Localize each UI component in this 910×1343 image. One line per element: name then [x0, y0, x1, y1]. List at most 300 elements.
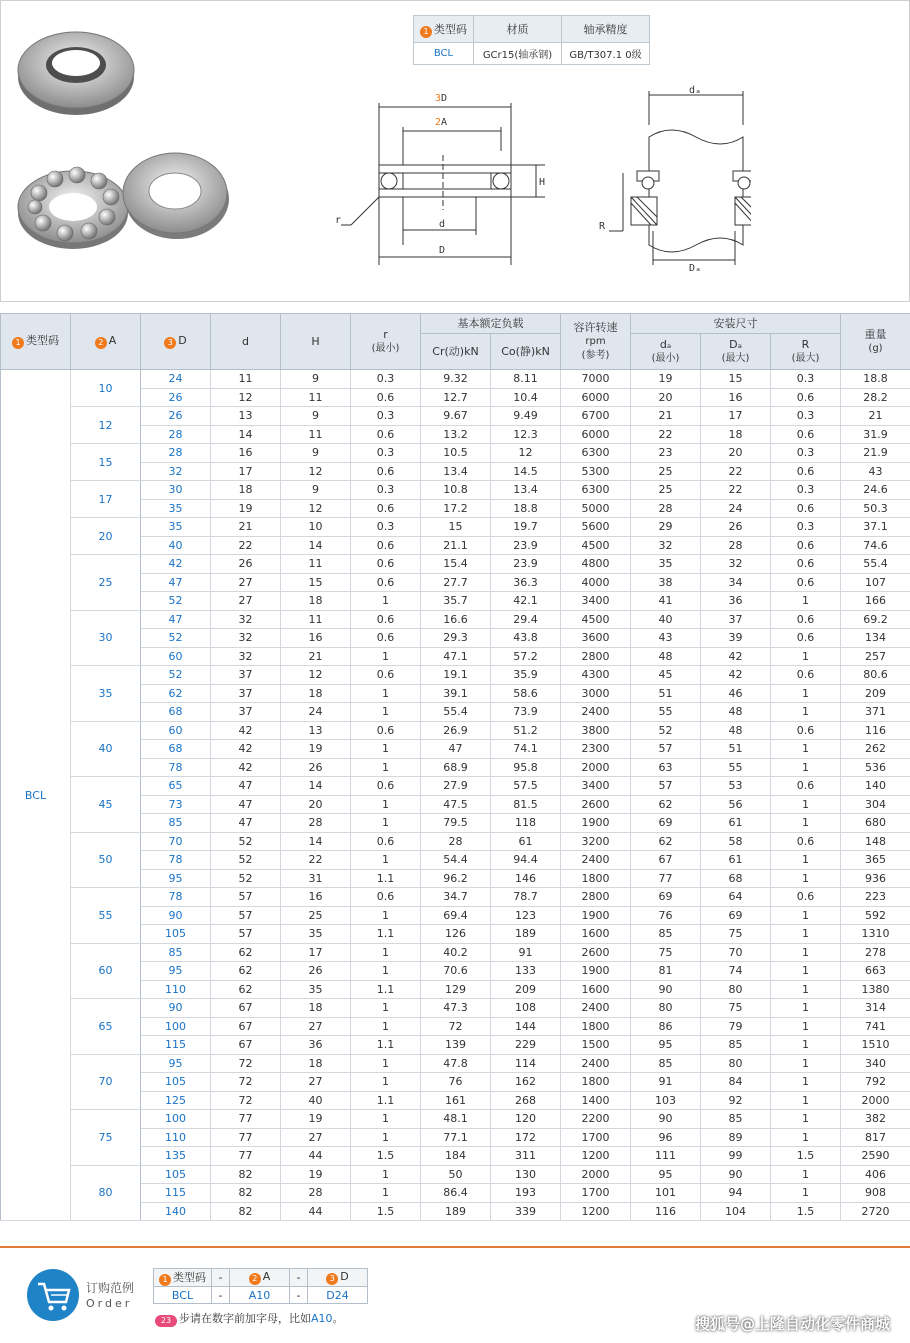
table-cell: 1	[351, 814, 421, 833]
table-cell: 52	[211, 851, 281, 870]
table-cell: 2600	[561, 795, 631, 814]
table-cell: 80	[631, 999, 701, 1018]
table-cell: 17	[701, 407, 771, 426]
number-badge: 2	[249, 1273, 261, 1285]
table-cell: 10.4	[491, 388, 561, 407]
A-cell: 17	[71, 481, 141, 518]
watermark: 搜狐号@上隆自动化零件商城	[694, 1315, 890, 1333]
table-cell: 6000	[561, 425, 631, 444]
table-cell: 108	[491, 999, 561, 1018]
table-cell: 10.8	[421, 481, 491, 500]
table-cell: 0.6	[351, 777, 421, 796]
table-cell: 82	[211, 1202, 281, 1221]
table-cell: 57	[211, 888, 281, 907]
table-cell: 1	[771, 943, 841, 962]
table-cell: 32	[141, 462, 211, 481]
table-cell: 34.7	[421, 888, 491, 907]
table-cell: 1	[771, 869, 841, 888]
table-cell: 1	[771, 592, 841, 611]
table-cell: 15	[281, 573, 351, 592]
table-cell: 51.2	[491, 721, 561, 740]
order-title: 订购范例	[86, 1281, 135, 1295]
table-cell: 2590	[841, 1147, 910, 1166]
table-cell: 85	[141, 943, 211, 962]
table-cell: 35	[141, 518, 211, 537]
table-cell: 29.4	[491, 610, 561, 629]
table-cell: 15.4	[421, 555, 491, 574]
table-cell: 32	[631, 536, 701, 555]
table-cell: 48	[631, 647, 701, 666]
table-cell: 1	[771, 740, 841, 759]
table-cell: 0.6	[771, 499, 841, 518]
table-cell: 50.3	[841, 499, 910, 518]
label-d: d	[439, 219, 446, 230]
number-badge: 1	[159, 1274, 171, 1286]
table-cell: 70	[141, 832, 211, 851]
table-cell: 365	[841, 851, 910, 870]
table-cell: 67	[211, 1036, 281, 1055]
table-cell: 95	[631, 1165, 701, 1184]
order-header-sep: -	[290, 1269, 308, 1287]
header-install-group: 安装尺寸	[631, 314, 841, 334]
table-cell: 908	[841, 1184, 910, 1203]
A-cell: 60	[71, 943, 141, 999]
table-cell: 81	[631, 962, 701, 981]
table-cell: 68.9	[421, 758, 491, 777]
table-cell: 105	[141, 925, 211, 944]
table-cell: 14	[281, 832, 351, 851]
table-cell: 0.6	[771, 666, 841, 685]
table-cell: 6300	[561, 444, 631, 463]
table-cell: 41	[631, 592, 701, 611]
header-type: 1 类型码	[1, 314, 71, 370]
order-note: 23 步请在数字前加字母，比如A10。	[155, 1310, 344, 1327]
table-cell: 22	[701, 481, 771, 500]
table-cell: 90	[701, 1165, 771, 1184]
table-cell: 1	[771, 814, 841, 833]
table-cell: 0.6	[351, 573, 421, 592]
table-cell: 13	[281, 721, 351, 740]
table-cell: 139	[421, 1036, 491, 1055]
table-cell: 62	[141, 684, 211, 703]
table-cell: 12	[281, 666, 351, 685]
table-cell: 68	[701, 869, 771, 888]
table-cell: 95	[141, 1054, 211, 1073]
table-cell: 31.9	[841, 425, 910, 444]
order-header-type: 1 类型码	[154, 1269, 212, 1287]
table-cell: 55	[631, 703, 701, 722]
table-cell: 144	[491, 1017, 561, 1036]
table-cell: 36	[281, 1036, 351, 1055]
label-da: dₐ	[689, 85, 702, 96]
table-cell: 48	[701, 703, 771, 722]
table-cell: 19	[281, 740, 351, 759]
table-cell: 792	[841, 1073, 910, 1092]
table-cell: 18.8	[491, 499, 561, 518]
table-cell: 140	[141, 1202, 211, 1221]
table-cell: 382	[841, 1110, 910, 1129]
table-cell: 28	[141, 425, 211, 444]
table-cell: 166	[841, 592, 910, 611]
table-cell: 1	[351, 592, 421, 611]
table-cell: 1	[771, 1036, 841, 1055]
table-cell: 32	[701, 555, 771, 574]
table-cell: 47.8	[421, 1054, 491, 1073]
table-cell: 105	[141, 1165, 211, 1184]
table-cell: 77.1	[421, 1128, 491, 1147]
table-cell: 1800	[561, 1017, 631, 1036]
table-cell: 11	[281, 555, 351, 574]
table-cell: 1	[771, 795, 841, 814]
table-cell: 47.5	[421, 795, 491, 814]
label-D-bottom: D	[439, 245, 446, 256]
number-badge: 23	[155, 1315, 177, 1327]
order-header-A: 2 A	[230, 1269, 290, 1287]
table-cell: 61	[701, 851, 771, 870]
table-cell: 189	[421, 1202, 491, 1221]
table-cell: 0.6	[351, 388, 421, 407]
table-cell: 17.2	[421, 499, 491, 518]
table-cell: 148	[841, 832, 910, 851]
table-cell: 14	[211, 425, 281, 444]
A-cell: 50	[71, 832, 141, 888]
table-cell: 278	[841, 943, 910, 962]
header-d: d	[211, 314, 281, 370]
table-cell: 1900	[561, 962, 631, 981]
table-cell: 189	[491, 925, 561, 944]
table-cell: 1900	[561, 814, 631, 833]
table-cell: 2400	[561, 851, 631, 870]
table-cell: 80	[701, 980, 771, 999]
table-cell: 1	[351, 906, 421, 925]
table-cell: 40.2	[421, 943, 491, 962]
table-cell: 19.1	[421, 666, 491, 685]
table-cell: 1600	[561, 925, 631, 944]
table-cell: 42	[211, 721, 281, 740]
table-cell: 1.5	[771, 1147, 841, 1166]
table-cell: 52	[631, 721, 701, 740]
table-cell: 130	[491, 1165, 561, 1184]
table-cell: 0.6	[351, 721, 421, 740]
table-cell: 1	[351, 1165, 421, 1184]
table-cell: 1	[351, 962, 421, 981]
table-cell: 5300	[561, 462, 631, 481]
table-cell: 107	[841, 573, 910, 592]
table-cell: 52	[211, 832, 281, 851]
bearing-spec-table	[0, 313, 910, 1221]
table-cell: 27	[281, 1073, 351, 1092]
table-cell: 2800	[561, 647, 631, 666]
table-body	[1, 370, 910, 1221]
table-cell: 25	[631, 462, 701, 481]
table-cell: 17	[281, 943, 351, 962]
table-cell: 73.9	[491, 703, 561, 722]
table-cell: 18.8	[841, 370, 910, 389]
table-cell: 21	[281, 647, 351, 666]
table-cell: 592	[841, 906, 910, 925]
table-cell: 70	[701, 943, 771, 962]
table-cell: 1	[771, 1091, 841, 1110]
table-cell: 69	[631, 814, 701, 833]
table-cell: 936	[841, 869, 910, 888]
table-cell: 12	[281, 462, 351, 481]
table-cell: 1200	[561, 1147, 631, 1166]
table-cell: 817	[841, 1128, 910, 1147]
table-cell: 1.1	[351, 869, 421, 888]
table-cell: 1	[351, 740, 421, 759]
table-cell: 26	[281, 758, 351, 777]
table-cell: 26	[281, 962, 351, 981]
spec-type-value: BCL	[414, 43, 474, 65]
table-cell: 16.6	[421, 610, 491, 629]
table-cell: 21.1	[421, 536, 491, 555]
label-Da: Dₐ	[689, 263, 702, 274]
table-cell: 95	[141, 869, 211, 888]
table-row	[1, 1110, 910, 1129]
table-cell: 18	[211, 481, 281, 500]
header-da: dₐ (最小)	[631, 334, 701, 370]
table-cell: 24	[141, 370, 211, 389]
table-cell: 100	[141, 1110, 211, 1129]
number-badge: 1	[420, 26, 432, 38]
table-cell: 47.1	[421, 647, 491, 666]
table-cell: 95	[631, 1036, 701, 1055]
label-R: R	[599, 221, 606, 232]
table-cell: 1800	[561, 1073, 631, 1092]
table-cell: 10	[281, 518, 351, 537]
table-cell: 40	[281, 1091, 351, 1110]
table-cell: 16	[701, 388, 771, 407]
table-cell: 115	[141, 1184, 211, 1203]
order-header-sep: -	[212, 1269, 230, 1287]
table-cell: 47.3	[421, 999, 491, 1018]
table-cell: 67	[631, 851, 701, 870]
order-value-sep: -	[290, 1287, 308, 1304]
table-cell: 76	[631, 906, 701, 925]
table-cell: 1	[771, 1110, 841, 1129]
table-cell: 90	[631, 1110, 701, 1129]
header-Da: Dₐ (最大)	[701, 334, 771, 370]
table-cell: 60	[141, 721, 211, 740]
table-cell: 76	[421, 1073, 491, 1092]
table-cell: 48	[701, 721, 771, 740]
table-cell: 27.7	[421, 573, 491, 592]
table-cell: 44	[281, 1147, 351, 1166]
table-cell: 311	[491, 1147, 561, 1166]
table-cell: 0.6	[771, 536, 841, 555]
table-cell: 85	[631, 925, 701, 944]
order-value-A: A10	[230, 1287, 290, 1304]
table-cell: 72	[421, 1017, 491, 1036]
table-row	[1, 610, 910, 629]
header-cr: Cr(动)kN	[421, 334, 491, 370]
header-speed: 容许转速 rpm (参考)	[561, 314, 631, 370]
table-cell: 37	[701, 610, 771, 629]
table-cell: 39.1	[421, 684, 491, 703]
table-cell: 19.7	[491, 518, 561, 537]
table-cell: 135	[141, 1147, 211, 1166]
header-co: Co(静)kN	[491, 334, 561, 370]
table-cell: 10.5	[421, 444, 491, 463]
table-cell: 105	[141, 1073, 211, 1092]
table-cell: 0.6	[771, 555, 841, 574]
table-cell: 27	[281, 1128, 351, 1147]
table-cell: 7000	[561, 370, 631, 389]
table-cell: 6700	[561, 407, 631, 426]
table-cell: 85	[701, 1036, 771, 1055]
table-cell: 101	[631, 1184, 701, 1203]
table-cell: 5600	[561, 518, 631, 537]
table-cell: 67	[211, 1017, 281, 1036]
table-cell: 9	[281, 481, 351, 500]
number-badge: 1	[12, 337, 24, 349]
table-cell: 22	[281, 851, 351, 870]
table-cell: 27	[211, 592, 281, 611]
table-cell: 37	[211, 703, 281, 722]
table-cell: 55.4	[841, 555, 910, 574]
table-cell: 13.4	[421, 462, 491, 481]
table-cell: 32	[211, 647, 281, 666]
table-cell: 57	[211, 906, 281, 925]
order-value-sep: -	[212, 1287, 230, 1304]
table-cell: 1.1	[351, 925, 421, 944]
order-value-type: BCL	[154, 1287, 212, 1304]
table-cell: 22	[631, 425, 701, 444]
table-cell: 2400	[561, 1054, 631, 1073]
table-cell: 42	[141, 555, 211, 574]
table-cell: 28	[281, 814, 351, 833]
table-cell: 23.9	[491, 555, 561, 574]
table-row	[1, 407, 910, 426]
table-cell: 19	[631, 370, 701, 389]
table-cell: 67	[211, 999, 281, 1018]
table-cell: 0.6	[771, 888, 841, 907]
table-cell: 99	[701, 1147, 771, 1166]
table-cell: 229	[491, 1036, 561, 1055]
table-cell: 0.6	[351, 425, 421, 444]
table-cell: 140	[841, 777, 910, 796]
table-cell: 118	[491, 814, 561, 833]
table-cell: 1	[771, 647, 841, 666]
table-cell: 58.6	[491, 684, 561, 703]
table-cell: 406	[841, 1165, 910, 1184]
table-row	[1, 943, 910, 962]
table-cell: 111	[631, 1147, 701, 1166]
table-cell: 0.6	[771, 832, 841, 851]
table-cell: 58	[701, 832, 771, 851]
header-load-group: 基本额定负载	[421, 314, 561, 334]
table-cell: 22	[211, 536, 281, 555]
table-cell: 92	[701, 1091, 771, 1110]
table-cell: 104	[701, 1202, 771, 1221]
table-cell: 0.6	[351, 610, 421, 629]
label-H: H	[539, 177, 546, 188]
table-cell: 28	[631, 499, 701, 518]
table-cell: 70.6	[421, 962, 491, 981]
table-cell: 1	[351, 1054, 421, 1073]
table-cell: 77	[211, 1147, 281, 1166]
table-cell: 25	[631, 481, 701, 500]
table-cell: 161	[421, 1091, 491, 1110]
table-cell: 0.3	[351, 444, 421, 463]
table-cell: 0.3	[351, 370, 421, 389]
A-cell: 25	[71, 555, 141, 611]
table-cell: 193	[491, 1184, 561, 1203]
table-cell: 72	[211, 1073, 281, 1092]
table-row	[1, 777, 910, 796]
table-cell: 1	[351, 758, 421, 777]
table-cell: 27	[281, 1017, 351, 1036]
table-cell: 42.1	[491, 592, 561, 611]
table-cell: 27	[211, 573, 281, 592]
table-cell: 3400	[561, 777, 631, 796]
table-cell: 15	[701, 370, 771, 389]
A-cell: 80	[71, 1165, 141, 1221]
table-cell: 35	[141, 499, 211, 518]
table-row	[1, 832, 910, 851]
table-cell: 54.4	[421, 851, 491, 870]
table-cell: 1	[771, 758, 841, 777]
table-cell: 8.11	[491, 370, 561, 389]
table-cell: 14	[281, 536, 351, 555]
table-cell: 371	[841, 703, 910, 722]
table-cell: 16	[281, 888, 351, 907]
A-cell: 65	[71, 999, 141, 1055]
table-cell: 1	[771, 684, 841, 703]
table-cell: 75	[631, 943, 701, 962]
table-cell: 30	[141, 481, 211, 500]
table-cell: 1	[771, 1054, 841, 1073]
table-cell: 72	[211, 1054, 281, 1073]
table-cell: 663	[841, 962, 910, 981]
table-cell: 34	[701, 573, 771, 592]
table-cell: 9.67	[421, 407, 491, 426]
table-cell: 37	[211, 666, 281, 685]
table-cell: 40	[141, 536, 211, 555]
table-cell: 35.9	[491, 666, 561, 685]
table-cell: 20	[281, 795, 351, 814]
table-cell: 1510	[841, 1036, 910, 1055]
table-cell: 18	[701, 425, 771, 444]
table-cell: 3000	[561, 684, 631, 703]
table-cell: 4500	[561, 536, 631, 555]
table-cell: 77	[631, 869, 701, 888]
table-cell: 57	[631, 777, 701, 796]
table-cell: 35	[281, 980, 351, 999]
table-cell: 11	[281, 388, 351, 407]
table-cell: 116	[841, 721, 910, 740]
table-cell: 42	[701, 666, 771, 685]
table-cell: 36	[701, 592, 771, 611]
table-cell: 134	[841, 629, 910, 648]
table-cell: 55	[701, 758, 771, 777]
spec-precision-value: GB/T307.1 0级	[562, 43, 650, 65]
table-cell: 38	[631, 573, 701, 592]
table-cell: 91	[491, 943, 561, 962]
table-cell: 304	[841, 795, 910, 814]
table-cell: 24	[701, 499, 771, 518]
table-cell: 120	[491, 1110, 561, 1129]
table-cell: 1	[771, 1017, 841, 1036]
table-cell: 84	[701, 1073, 771, 1092]
table-cell: 11	[281, 610, 351, 629]
order-subtitle: Order	[86, 1297, 133, 1310]
table-cell: 57	[631, 740, 701, 759]
table-cell: 77	[211, 1110, 281, 1129]
order-example-table	[153, 1268, 368, 1304]
table-row	[1, 721, 910, 740]
table-cell: 62	[631, 832, 701, 851]
